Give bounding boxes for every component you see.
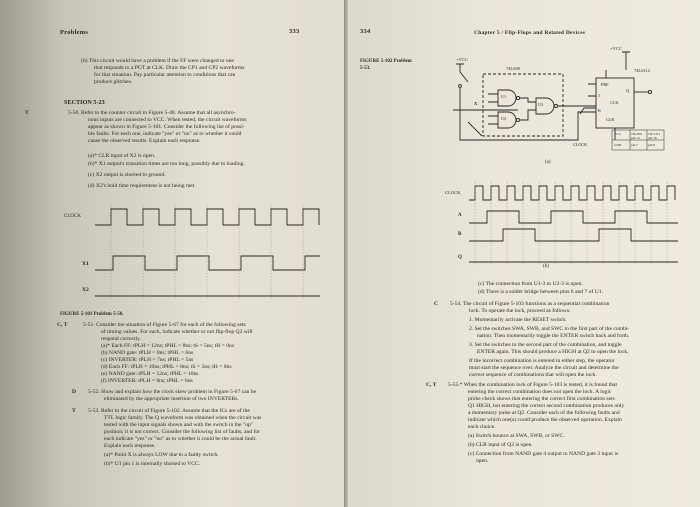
text-line: (a)* CLR input of X2 is open. (88, 153, 156, 159)
text-line: Explain each response. (104, 443, 156, 449)
text-line: produce glitches. (94, 79, 133, 85)
circuit-clock-label: CLOCK (573, 142, 588, 147)
problem-tag: D (72, 389, 77, 395)
text-line: (c) INVERTER: tPLH = 7ns; tPHL = 5ns (101, 357, 194, 363)
gate-u1-label: U1 (501, 94, 507, 99)
pin-table-cell: GND (614, 143, 622, 147)
text-line: (b)* X1 output's transition times are too long, possibly due to loading. (88, 161, 245, 167)
running-head-right: Chapter 5 / Flip-Flops and Related Devices (474, 30, 586, 36)
text-line: 5-54. The circuit of Figure 5-103 functions as a sequential combination (450, 301, 610, 307)
chip-label-74ls112: 74LS112 (634, 68, 650, 73)
text-line: 5-51. Consider the situation of Figure 5-67 for each of the following sets (83, 322, 246, 328)
text-line: probe check shows that entering the correct first combination sets (468, 396, 615, 402)
pin-table-cell: pin 16 (648, 136, 657, 140)
pin-table-cell: 74LS112 (648, 132, 661, 136)
pin-table-cell: VCC (614, 132, 621, 136)
pin-table-cell: 74LS00 (631, 132, 642, 136)
chip-label-74ls00: 74LS00 (506, 66, 520, 71)
left-page (0, 0, 348, 507)
right-page (348, 0, 700, 507)
ff-clr-label: CLR (606, 117, 615, 122)
text-line: of timing values. For each, indicate whether or not flip-flop Q2 will (101, 329, 253, 335)
text-line: (c) Connection from NAND gate 4 output to NAND gate 3 input is (468, 451, 619, 457)
gate-u2-label: U2 (501, 116, 507, 121)
text-line: (b) NAND gate: tPLH = 8ns; tPHL = 6ns (101, 350, 194, 356)
problem-tag: C (434, 301, 439, 307)
text-line: appear as shown in Figure 5-101. Consider the following list of possi- (88, 124, 245, 130)
text-line: nation. Then momentarily toggle the ENTER switch back and forth. (477, 333, 630, 339)
problem-tag: T (25, 110, 29, 116)
text-line: 2. Set the switches SWA, SWB, and SWC to the first part of the combi- (469, 326, 630, 332)
text-line: for that situation. Pay particular attention to conditions that can (94, 72, 236, 78)
page-number-right: 334 (360, 28, 371, 35)
text-line: each choice. (468, 424, 496, 430)
text-line: (d) Each FF: tPLH = 10ns; tPHL = 8ns; tS = 5ns; tH = 0ns (101, 364, 232, 370)
text-line: position; it is not correct. Consider the following list of faults, and for (104, 429, 260, 435)
text-line: open. (476, 458, 489, 464)
text-line: correct sequence of combinations that will open the lock. (469, 372, 597, 378)
text-line: (b) This circuit would have a problem if the FF were changed to one (81, 58, 234, 64)
text-line: that responds to a PGT at CLK. Draw the CP1 and CP2 waveforms (94, 65, 245, 71)
x1-waveform (95, 256, 320, 270)
text-line: 3. Set the switches to the second part of the combination, and toggle (469, 342, 622, 348)
text-line: (a)* Each FF: tPLH = 12ns; tPHL = 8ns; tS = 5ns; tH = 0ns (101, 343, 234, 349)
text-line: (b)* U1 pin 1 is internally shorted to VCC. (104, 461, 201, 467)
text-line: (a)* Point X is always LOW due to a faulty switch. (104, 452, 219, 458)
timing-diagram (348, 0, 700, 507)
ff-q-label: Q (626, 88, 630, 93)
text-line: (a) Switch bounce at SWA, SWB, or SWC. (468, 433, 565, 439)
section-heading: SECTION 5-23 (64, 99, 105, 106)
timing-label-b-caption: (b) (543, 264, 549, 269)
text-line: indicate which one(s) could produce the observed operation. Explain (468, 417, 622, 423)
text-line: If the incorrect combination is entered in either step, the operator (469, 358, 615, 364)
text-line: respond correctly. (101, 336, 142, 342)
text-line: 1. Momentarily activate the RESET switch. (469, 317, 567, 323)
text-line: a momentary pulse at Q2. Consider each of the following faults and (468, 410, 620, 416)
ff-j-label: J (598, 93, 600, 98)
text-line: lock. To operate the lock, proceed as follows: (469, 308, 571, 314)
text-line: 5-53. Refer to the circuit of Figure 5-102. Assume that the ICs are of the (88, 408, 250, 414)
timing-label-b: B (458, 232, 462, 237)
text-line: Q1 HIGH, but entering the correct second combination produces only (468, 403, 625, 409)
running-head-left: Problems (60, 29, 89, 36)
text-line: eliminated by the appropriate insertion of two INVERTERs. (104, 396, 239, 402)
text-line: ENTER again. This should produce a HIGH at Q2 to open the lock. (477, 349, 629, 355)
text-line: (e) NAND gate: tPLH = 12ns; tPHL = 10ns (101, 371, 199, 377)
vcc-label: +VCC (456, 57, 469, 62)
figure-label-5-102-problem: 5-53. (360, 66, 371, 71)
problem-tag: C, T (426, 382, 437, 388)
timing-label-clock: CLOCK (445, 190, 461, 195)
ff-clk-label: CLK (610, 100, 619, 105)
text-line: must start the sequence over. Analyze the circuit and determine the (469, 365, 619, 371)
wave-label-x2: X2 (82, 287, 89, 293)
diagram-label-a: (a) (545, 160, 551, 165)
wave-label-x1: X1 (82, 261, 89, 267)
timing-a-waveform (469, 211, 678, 223)
ff-pre-label: PRE (601, 82, 609, 87)
pin-table-cell: pin 8 (648, 143, 655, 147)
timing-label-a: A (458, 213, 462, 218)
point-x-label: X (474, 101, 478, 106)
fault-item: (d) There is a solder bridge between pins 6 and 7 of U1. (478, 289, 603, 295)
text-line: cause the observed results. Explain each response. (88, 138, 201, 144)
text-line: tested with the input signals shown and with the switch in the "up" (104, 422, 254, 428)
problem-tag: T (72, 408, 76, 414)
text-line: entering the correct combination does not open the lock. A logic (468, 389, 612, 395)
timing-clock-waveform (469, 186, 675, 200)
text-line: 5-52. Show and explain how the clock skew problem in Figure 5-67 can be (88, 389, 257, 395)
figure-label-5-102: FIGURE 5-102 Problem (360, 59, 412, 64)
fault-item: (c) The connection from U1-3 to U2-3 is open. (478, 281, 583, 287)
text-line: TTL logic family. The Q waveform was obtained when the circuit was (104, 415, 262, 421)
text-line: (b) CLR input of Q2 is open. (468, 442, 533, 448)
text-line: each indicate "yes" or "no" as to whether it could be the actual fault. (104, 436, 257, 442)
timing-label-q: Q (458, 255, 462, 260)
text-line: 5-50. Refer to the counter circuit in Figure 5-48. Assume that all asynchro- (68, 110, 236, 116)
wave-label-clock: CLOCK (64, 214, 81, 219)
vcc-label-ff: +VCC (610, 46, 623, 51)
text-line: nous inputs are connected to VCC. When tested, the circuit waveforms (88, 117, 247, 123)
pin-table-cell: pin 7 (631, 143, 638, 147)
text-line: (c) X2 output is shorted to ground. (88, 172, 166, 178)
text-line: (d) X2's hold time requirement is not being met. (88, 183, 196, 189)
ff-k-label: K (598, 108, 602, 113)
figure-caption-5-101: FIGURE 5-101 Problem 5-50. (60, 312, 124, 317)
gate-u3-label: U3 (538, 102, 544, 107)
pin-table-cell: pin 14 (631, 136, 640, 140)
text-line: (f) INVERTER: tPLH = 8ns; tPHL = 6ns (101, 378, 193, 384)
text-line: ble faults. For each one, indicate "yes" or "no" as to whether it could (88, 131, 242, 137)
text-line: 5-55.* When the combination lock of Figure 5-103 is tested, it is found that (448, 382, 618, 388)
timing-b-waveform (469, 229, 678, 241)
page-number-left: 333 (289, 28, 300, 35)
problem-tag: C, T (57, 322, 68, 328)
